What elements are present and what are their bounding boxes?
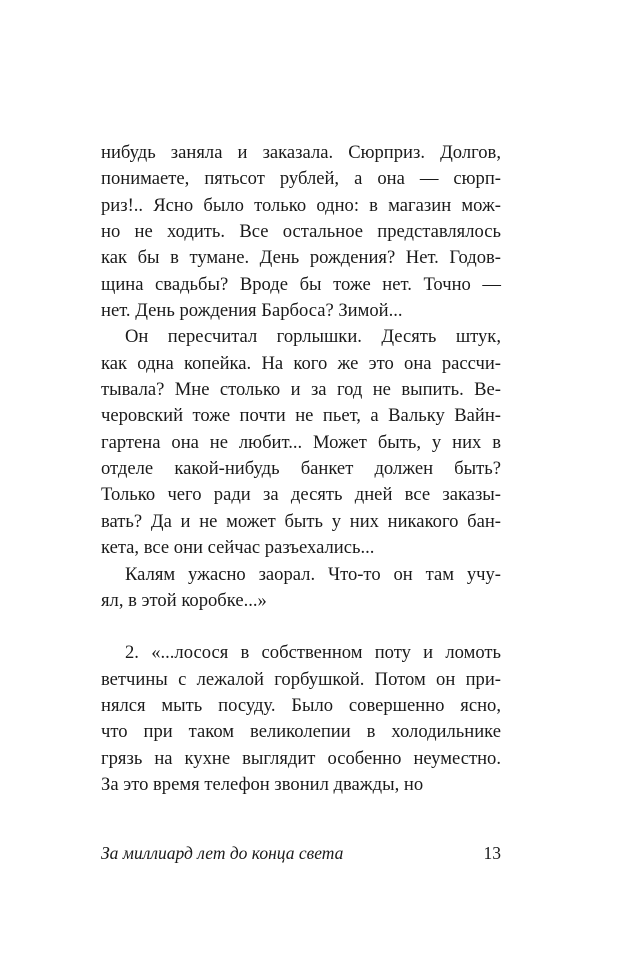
paragraph (101, 640, 501, 798)
text-line: как одна копейка. На кого же это она рассчи- (101, 352, 501, 374)
page-number: 13 (483, 843, 501, 863)
text-line: тывала? Мне столько и за год не выпить. Ве- (101, 379, 501, 401)
text-line: Только чего ради за десять дней все заказы- (101, 484, 501, 506)
text-line: вать? Да и не может быть у них никакого бан- (101, 510, 501, 532)
text-line: риз!.. Ясно было только одно: в магазин мож- (101, 194, 501, 216)
text-line: Он пересчитал горлышки. Десять штук, (125, 326, 501, 348)
text-line: гартена она не любит... Может быть, у них в (101, 431, 501, 453)
text-line: нибудь заняла и заказала. Сюрприз. Долгов, (101, 142, 501, 163)
running-footer (101, 843, 501, 864)
paragraph (101, 140, 501, 324)
paragraph (101, 562, 501, 615)
book-title: За миллиард лет до конца света (101, 843, 344, 863)
paragraph (101, 324, 501, 561)
text-line: но не ходить. Все остальное представлялось (101, 221, 501, 243)
text-line: нялся мыть посуду. Было совершенно ясно, (101, 694, 501, 716)
text-line: ял, в этой коробке...» (101, 589, 267, 611)
text-line: Калям ужасно заорал. Что-то он там учу- (125, 563, 501, 585)
text-line: понимаете, пятьсот рублей, а она — сюрп- (101, 168, 501, 190)
paragraph-gap (101, 614, 501, 640)
text-line: как бы в тумане. День рождения? Нет. Годов- (101, 247, 501, 269)
text-line: черовский тоже почти не пьет, а Вальку Вайн- (101, 405, 501, 427)
page-body (101, 140, 501, 798)
text-line: За это время телефон звонил дважды, но (101, 773, 424, 795)
text-line: 2. «...лосося в собственном поту и ломоть (125, 642, 501, 664)
text-line: что при таком великолепии в холодильнике (101, 721, 501, 743)
text-line: нет. День рождения Барбоса? Зимой... (101, 300, 403, 322)
text-line: щина свадьбы? Вроде бы тоже нет. Точно — (101, 273, 501, 295)
text-line: отделе какой-нибудь банкет должен быть? (101, 458, 501, 480)
text-line: ветчины с лежалой горбушкой. Потом он при- (101, 668, 501, 690)
text-line: кета, все они сейчас разъехались... (101, 537, 375, 559)
text-line: грязь на кухне выглядит особенно неуместно. (101, 747, 501, 769)
